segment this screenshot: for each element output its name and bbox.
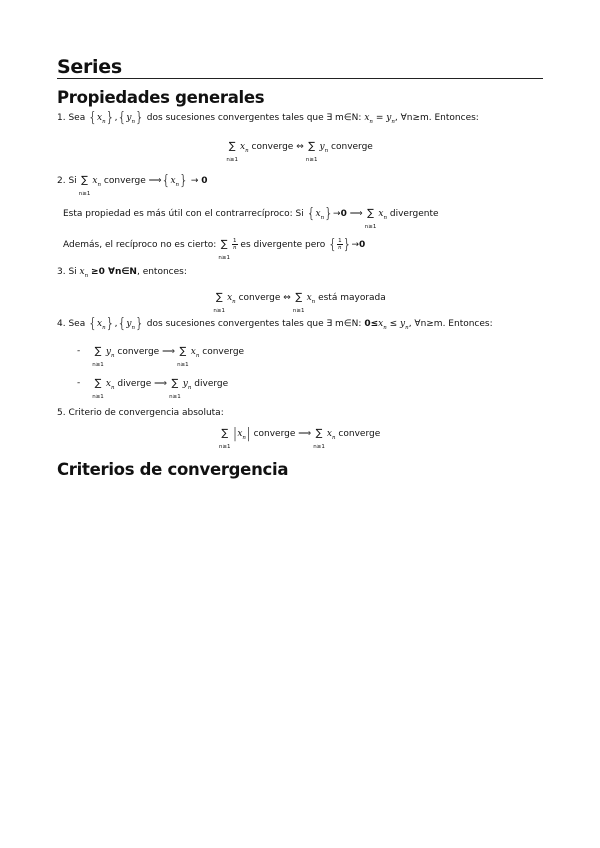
sum-symbol: ∑ n≥1: [218, 428, 231, 450]
property-4-bullet-diverge: ∑ n≥1 $x_n$ diverge ⟹ ∑ n≥1 $y_n$ diverge: [92, 378, 229, 400]
fraction-one-over-n: $\frac{1}{n}$: [338, 238, 342, 251]
property-2-contrapositive: Esta propiedad es más útil con el contrarrecíproco: Si $\{x_n\}\to 0$ ⟹ ∑ n≥1 $x_n$ divergente: [63, 206, 439, 230]
sum-symbol: ∑ n≥1: [218, 239, 230, 261]
sum-symbol: ∑ n≥1: [226, 141, 238, 163]
property-3-formula: ∑ n≥1 $x_n$ converge ⇔ ∑ n≥1 $x_n$ está mayorada: [213, 292, 386, 314]
property-3-statement: 3. Si $x_n \ge 0$ ∀n∈N, entonces:: [57, 267, 187, 279]
property-5-statement: 5. Criterio de convergencia absoluta:: [57, 408, 224, 418]
property-5-formula: ∑ n≥1 $|x_n|$ converge ⟹ ∑ n≥1 $x_n$ converge: [218, 426, 381, 450]
property-1-statement: 1. Sea $\{x_n\},\{y_n\}$ dos sucesiones convergentes tales que ∃ m∈N: $x_n = y_n$, ∀n≥m. Entonces:: [57, 110, 479, 126]
property-2-reciprocal: Además, el recíproco no es cierto: ∑ n≥1 $\frac{1}{n}$ es divergente pero { $\frac{1}{n}$ }→0: [63, 237, 366, 261]
sum-symbol: ∑ n≥1: [305, 141, 318, 163]
page-title: Series: [57, 56, 122, 78]
property-2-statement: 2. Si ∑ n≥1 $x_n$ converge $⟹\{x_n\} \to 0$: [57, 173, 208, 197]
bullet-marker: -: [77, 346, 81, 356]
sum-symbol: ∑ n≥1: [92, 378, 104, 400]
section-heading-criteria: Criterios de convergencia: [57, 460, 289, 479]
bullet-marker: -: [77, 378, 81, 388]
sum-symbol: ∑ n≥1: [78, 175, 91, 197]
property-1-formula: ∑ n≥1 $x_n$ converge ⇔ ∑ n≥1 $y_n$ converge: [226, 141, 373, 163]
fraction-one-over-n: $\frac{1}{n}$: [233, 238, 237, 251]
sum-symbol: ∑ n≥1: [92, 346, 104, 368]
sum-symbol: ∑ n≥1: [313, 428, 325, 450]
sum-symbol: ∑ n≥1: [292, 292, 305, 314]
section-heading-properties: Propiedades generales: [57, 88, 265, 107]
sum-symbol: ∑ n≥1: [213, 292, 225, 314]
sum-symbol: ∑ n≥1: [364, 208, 377, 230]
property-4-statement: 4. Sea $\{x_n\},\{y_n\}$ dos sucesiones convergentes tales que ∃ m∈N: $0\le x_n \le y_n$, ∀n≥m. Entonces:: [57, 316, 493, 332]
title-rule: [57, 78, 543, 79]
property-4-bullet-converge: ∑ n≥1 $y_n$ converge ⟹ ∑ n≥1 $x_n$ converge: [92, 346, 245, 368]
sum-symbol: ∑ n≥1: [169, 378, 181, 400]
sum-symbol: ∑ n≥1: [177, 346, 189, 368]
